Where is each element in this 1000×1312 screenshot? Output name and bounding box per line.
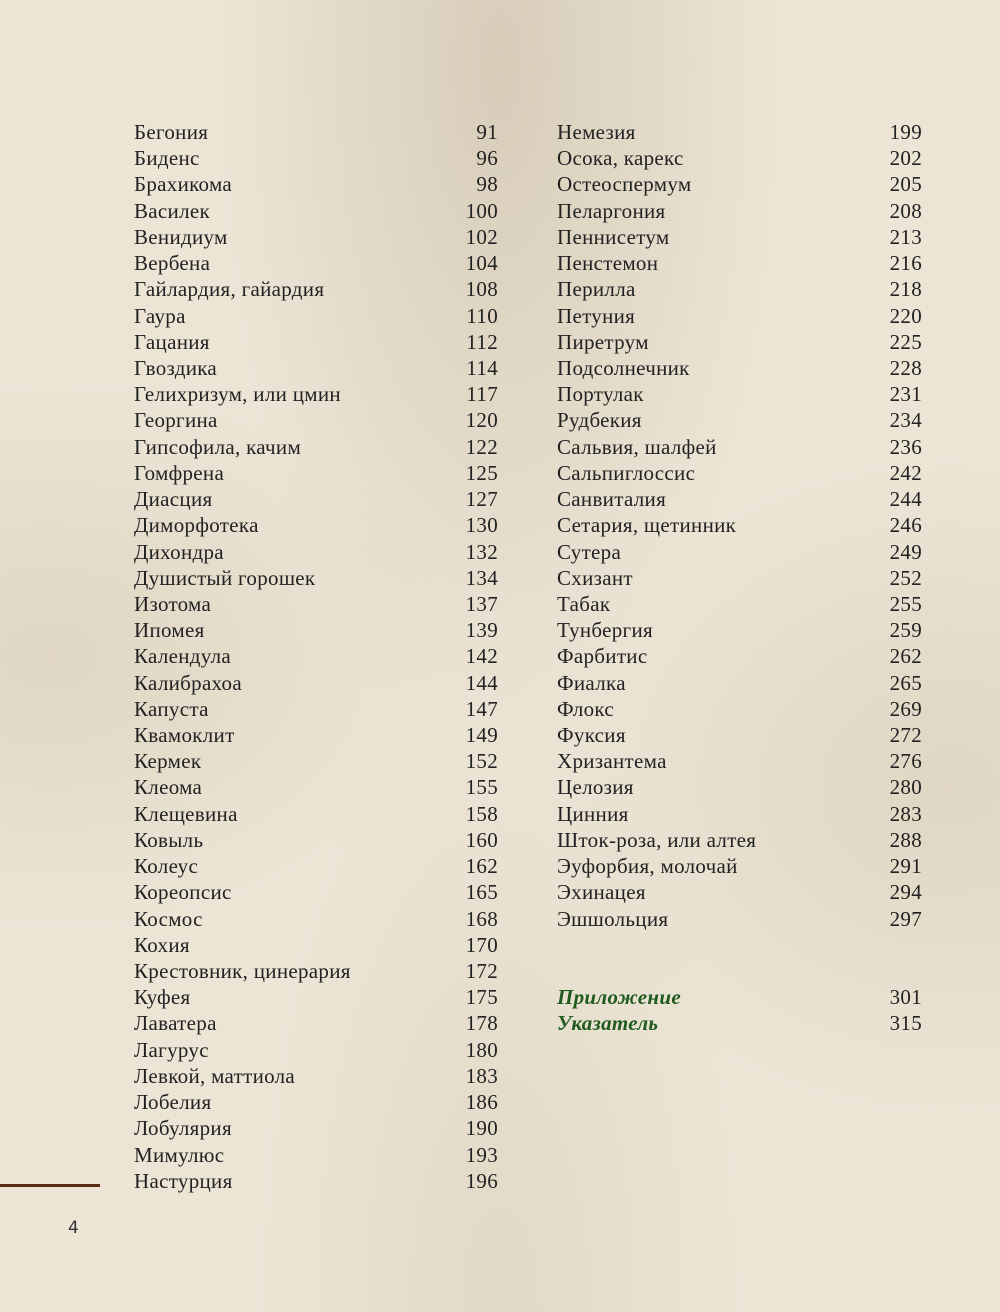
- toc-entry: [557, 774, 922, 800]
- entry-page: 205: [889, 172, 922, 197]
- entry-title: Кохия: [134, 932, 190, 957]
- toc-entry: [557, 276, 922, 302]
- toc-entry: [134, 591, 498, 617]
- toc-entry: [557, 801, 922, 827]
- entry-page: 152: [465, 749, 498, 774]
- toc-entry: [557, 591, 922, 617]
- toc-entry: [557, 565, 922, 591]
- entry-title: Петуния: [557, 303, 636, 328]
- entry-page: 142: [465, 644, 498, 669]
- entry-title: Эуфорбия, молочай: [557, 854, 738, 879]
- toc-entry: [134, 434, 498, 460]
- toc-entry: [134, 1063, 498, 1089]
- entry-page: 315: [889, 1011, 922, 1036]
- entry-title: Флокс: [557, 696, 615, 721]
- toc-entry: [134, 1089, 498, 1115]
- entry-page: 228: [889, 355, 922, 380]
- toc-entry: [557, 486, 922, 512]
- entry-page: 120: [465, 408, 498, 433]
- toc-entry: [134, 539, 498, 565]
- toc-entry: [557, 145, 922, 171]
- entry-title: Перилла: [557, 277, 636, 302]
- toc-entry: [134, 827, 498, 853]
- entry-page: 276: [889, 749, 922, 774]
- toc-entry: [134, 879, 498, 905]
- entry-title: Кореопсис: [134, 880, 232, 905]
- toc-entry: [134, 381, 498, 407]
- toc-entry: [134, 329, 498, 355]
- toc-entry: [557, 748, 922, 774]
- entry-title: Схизант: [557, 565, 633, 590]
- entry-title: Биденс: [134, 146, 200, 171]
- entry-page: 246: [889, 513, 922, 538]
- entry-title: Табак: [557, 591, 611, 616]
- entry-title: Гайлардия, гайардия: [134, 277, 325, 302]
- entry-title: Душистый горошек: [134, 565, 316, 590]
- decorative-rule: [0, 1184, 100, 1187]
- entry-title: Кермек: [134, 749, 202, 774]
- entry-page: 249: [889, 539, 922, 564]
- toc-entry: [134, 958, 498, 984]
- toc-entry: [134, 984, 498, 1010]
- entry-title: Немезия: [557, 120, 636, 144]
- entry-page: 234: [889, 408, 922, 433]
- toc-entry: [134, 512, 498, 538]
- toc-entry: [557, 460, 922, 486]
- entry-title: Фиалка: [557, 670, 626, 695]
- entry-title: Калибрахоа: [134, 670, 242, 695]
- entry-page: 193: [465, 1142, 498, 1167]
- toc-entry: [557, 539, 922, 565]
- entry-page: 252: [889, 565, 922, 590]
- toc-entry: [134, 906, 498, 932]
- toc-entry: [134, 801, 498, 827]
- entry-page: 199: [889, 120, 922, 144]
- toc-column-right: [557, 119, 922, 1037]
- toc-entry: [557, 198, 922, 224]
- toc-entry: [557, 670, 922, 696]
- toc-entry: [134, 643, 498, 669]
- toc-entry: [134, 932, 498, 958]
- toc-entry: [134, 1168, 498, 1194]
- toc-entry: [557, 512, 922, 538]
- entry-page: 144: [465, 670, 498, 695]
- entry-page: 269: [889, 696, 922, 721]
- entry-title: Куфея: [134, 985, 191, 1010]
- entry-title: Левкой, маттиола: [134, 1063, 296, 1088]
- entry-page: 158: [465, 801, 498, 826]
- toc-entry: [134, 1010, 498, 1036]
- entry-title: Сутера: [557, 539, 622, 564]
- toc-entry: [557, 722, 922, 748]
- entry-page: 242: [889, 460, 922, 485]
- entry-page: 127: [465, 487, 498, 512]
- entry-title: Диасция: [134, 487, 213, 512]
- toc-entry: [134, 198, 498, 224]
- entry-page: 190: [465, 1116, 498, 1141]
- entry-title: Пеларгония: [557, 198, 666, 223]
- entry-title: Мимулюс: [134, 1142, 225, 1167]
- entry-page: 294: [889, 880, 922, 905]
- entry-page: 108: [465, 277, 498, 302]
- entry-page: 272: [889, 723, 922, 748]
- entry-page: 162: [465, 854, 498, 879]
- toc-entry: [134, 1142, 498, 1168]
- entry-page: 262: [889, 644, 922, 669]
- entry-page: 288: [889, 827, 922, 852]
- entry-title: Остеоспермум: [557, 172, 692, 197]
- entry-page: 137: [465, 591, 498, 616]
- toc-entry: [557, 827, 922, 853]
- entry-title: Лобулярия: [134, 1116, 232, 1141]
- entry-title: Лобелия: [134, 1090, 212, 1115]
- toc-entry: [557, 879, 922, 905]
- entry-page: 98: [476, 172, 498, 197]
- entry-title: Василек: [134, 198, 210, 223]
- toc-entry: [557, 171, 922, 197]
- entry-page: 170: [465, 932, 498, 957]
- entry-title: Лаватера: [134, 1011, 217, 1036]
- toc-entry: [557, 407, 922, 433]
- entry-title: Вербена: [134, 251, 211, 276]
- entry-page: 147: [465, 696, 498, 721]
- spacer: [557, 932, 922, 984]
- entry-page: 160: [465, 827, 498, 852]
- toc-entry: [134, 276, 498, 302]
- toc-entry: [557, 696, 922, 722]
- entry-title: Пеннисетум: [557, 224, 670, 249]
- entry-title: Указатель: [557, 1011, 659, 1036]
- entry-title: Фарбитис: [557, 644, 648, 669]
- toc-column-left: [134, 119, 498, 1194]
- entry-page: 172: [465, 959, 498, 983]
- entry-title: Осока, карекс: [557, 146, 684, 171]
- toc-section-entry: [557, 1010, 922, 1036]
- entry-title: Квамоклит: [134, 723, 235, 748]
- entry-title: Гвоздика: [134, 355, 218, 380]
- entry-title: Сальвия, шалфей: [557, 434, 717, 459]
- entry-title: Бегония: [134, 120, 209, 144]
- toc-entry: [134, 355, 498, 381]
- entry-title: Диморфотека: [134, 513, 259, 538]
- entry-page: 112: [466, 329, 498, 354]
- entry-page: 216: [889, 251, 922, 276]
- entry-page: 104: [465, 251, 498, 276]
- entry-page: 122: [465, 434, 498, 459]
- entry-page: 265: [889, 670, 922, 695]
- entry-page: 132: [465, 539, 498, 564]
- entry-title: Пенстемон: [557, 251, 659, 276]
- entry-page: 110: [466, 303, 498, 328]
- toc-entry: [134, 1037, 498, 1063]
- toc-entry: [557, 853, 922, 879]
- entry-page: 255: [889, 591, 922, 616]
- entry-title: Цинния: [557, 801, 629, 826]
- toc-entry: [134, 250, 498, 276]
- entry-page: 165: [465, 880, 498, 905]
- entry-title: Капуста: [134, 696, 209, 721]
- toc-entry: [134, 171, 498, 197]
- entry-title: Хризантема: [557, 749, 667, 774]
- toc-entry: [557, 250, 922, 276]
- entry-title: Крестовник, цинерария: [134, 959, 351, 983]
- entry-title: Георгина: [134, 408, 218, 433]
- entry-title: Фуксия: [557, 723, 626, 748]
- entry-page: 208: [889, 198, 922, 223]
- toc-entry: [134, 670, 498, 696]
- entry-page: 125: [465, 460, 498, 485]
- entry-page: 220: [889, 303, 922, 328]
- entry-title: Дихондра: [134, 539, 224, 564]
- entry-page: 196: [465, 1168, 498, 1193]
- entry-page: 91: [476, 120, 498, 144]
- toc-entry: [557, 617, 922, 643]
- entry-title: Ковыль: [134, 827, 204, 852]
- toc-entry: [557, 381, 922, 407]
- toc-entry: [134, 565, 498, 591]
- entry-title: Космос: [134, 906, 203, 931]
- entry-page: 297: [889, 906, 922, 931]
- toc-entry: [134, 853, 498, 879]
- entry-page: 244: [889, 487, 922, 512]
- toc-entry: [134, 224, 498, 250]
- toc-entry: [134, 722, 498, 748]
- entry-title: Гацания: [134, 329, 210, 354]
- entry-title: Шток-роза, или алтея: [557, 827, 757, 852]
- entry-page: 283: [889, 801, 922, 826]
- entry-title: Гелихризум, или цмин: [134, 382, 341, 407]
- entry-page: 117: [466, 382, 498, 407]
- entry-page: 130: [465, 513, 498, 538]
- entry-page: 231: [889, 382, 922, 407]
- entry-title: Венидиум: [134, 224, 228, 249]
- entry-page: 168: [465, 906, 498, 931]
- entry-title: Эхинацея: [557, 880, 646, 905]
- toc-entry: [557, 329, 922, 355]
- entry-title: Лагурус: [134, 1037, 209, 1062]
- entry-title: Клещевина: [134, 801, 238, 826]
- entry-title: Гаура: [134, 303, 186, 328]
- entry-title: Гипсофила, качим: [134, 434, 302, 459]
- entry-page: 139: [465, 618, 498, 643]
- entry-page: 202: [889, 146, 922, 171]
- entry-page: 96: [476, 146, 498, 171]
- entry-page: 213: [889, 224, 922, 249]
- entry-page: 175: [465, 985, 498, 1010]
- entry-page: 225: [889, 329, 922, 354]
- toc-entry: [557, 434, 922, 460]
- entry-page: 102: [465, 224, 498, 249]
- entry-title: Гомфрена: [134, 460, 225, 485]
- toc-section-entry: [557, 984, 922, 1010]
- entry-title: Подсолнечник: [557, 355, 690, 380]
- toc-entry: [134, 460, 498, 486]
- entry-title: Настурция: [134, 1168, 233, 1193]
- entry-page: 100: [465, 198, 498, 223]
- entry-page: 259: [889, 618, 922, 643]
- entry-page: 183: [465, 1063, 498, 1088]
- toc-entry: [134, 1115, 498, 1141]
- entry-title: Пиретрум: [557, 329, 649, 354]
- toc-entry: [134, 145, 498, 171]
- entry-title: Изотома: [134, 591, 212, 616]
- toc-entry: [134, 617, 498, 643]
- entry-title: Брахикома: [134, 172, 233, 197]
- entry-page: 218: [889, 277, 922, 302]
- entry-page: 178: [465, 1011, 498, 1036]
- entry-title: Приложение: [557, 985, 681, 1010]
- toc-entry: [134, 303, 498, 329]
- entry-page: 134: [465, 565, 498, 590]
- entry-page: 280: [889, 775, 922, 800]
- toc-entry: [134, 486, 498, 512]
- entry-title: Сетария, щетинник: [557, 513, 737, 538]
- entry-title: Колеус: [134, 854, 199, 879]
- entry-title: Рудбекия: [557, 408, 642, 433]
- toc-entry: [134, 119, 498, 145]
- entry-title: Тунбергия: [557, 618, 653, 643]
- entry-title: Клеома: [134, 775, 203, 800]
- page-number: 4: [68, 1218, 79, 1238]
- toc-entry: [557, 224, 922, 250]
- entry-title: Ипомея: [134, 618, 205, 643]
- entry-page: 236: [889, 434, 922, 459]
- entry-title: Календула: [134, 644, 232, 669]
- entry-page: 301: [889, 985, 922, 1010]
- toc-entry: [557, 355, 922, 381]
- entry-title: Санвиталия: [557, 487, 667, 512]
- toc-entry: [134, 748, 498, 774]
- toc-entry: [134, 407, 498, 433]
- toc-entry: [557, 119, 922, 145]
- entry-page: 149: [465, 723, 498, 748]
- toc-entry: [134, 696, 498, 722]
- toc-entry: [134, 774, 498, 800]
- entry-title: Сальпиглоссис: [557, 460, 696, 485]
- entry-page: 114: [466, 355, 498, 380]
- toc-entry: [557, 643, 922, 669]
- entry-title: Эшшольция: [557, 906, 669, 931]
- entry-page: 291: [889, 854, 922, 879]
- entry-title: Портулак: [557, 382, 644, 407]
- entry-page: 180: [465, 1037, 498, 1062]
- entry-page: 186: [465, 1090, 498, 1115]
- toc-entry: [557, 906, 922, 932]
- entry-page: 155: [465, 775, 498, 800]
- toc-entry: [557, 303, 922, 329]
- entry-title: Целозия: [557, 775, 634, 800]
